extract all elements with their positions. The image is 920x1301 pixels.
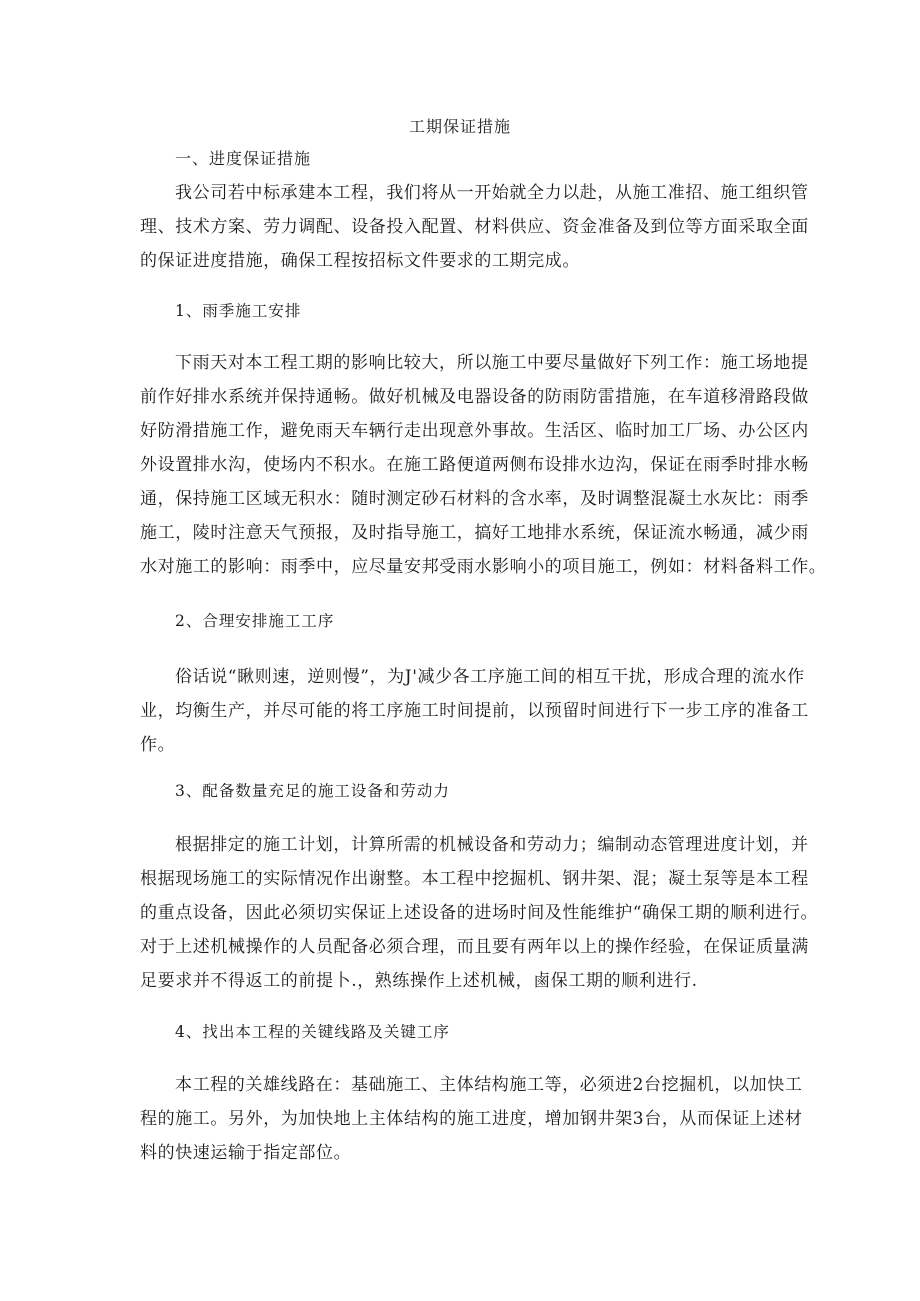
paragraph-line: 的重点设备，因此必须切实保证上述设备的进场时间及性能维护“确保工期的顺利进行。 (140, 903, 819, 923)
item-paragraph-2 (140, 660, 809, 762)
item-heading-4: 4、找出本工程的关键线路及关键工序 (175, 1023, 450, 1041)
paragraph-line: 俗话说“瞅则速，逆则慢”，为J'减少各工序施工间的相互干扰，形成合理的流水作 (175, 667, 805, 687)
item-paragraph-3 (140, 828, 819, 998)
paragraph-line: 作。 (140, 735, 176, 755)
item-heading-1: 1、雨季施工安排 (175, 302, 302, 320)
item-paragraph-4 (140, 1068, 803, 1170)
paragraph-line: 料的快速运输于指定部位。 (140, 1143, 352, 1163)
paragraph-line: 足要求并不得返工的前提卜.，熟练操作上述机械，鹵保工期的顺利进行. (140, 971, 698, 991)
intro-paragraph (140, 176, 809, 278)
paragraph-line: 水对施工的影响：雨季中，应尽量安邦受雨水影响小的项目施工，例如：材料备料工作。 (140, 557, 827, 577)
paragraph-line: 施工，陵时注意天气预报，及时指导施工，搞好工地排水系统，保证流水畅通，减少雨 (140, 523, 809, 543)
paragraph-line: 通，保持施工区域无积水：随时测定砂石材料的含水率，及时调整混凝土水灰比：雨季 (140, 489, 809, 509)
item-heading-3: 3、配备数量充足的施工设备和劳动力 (175, 782, 450, 800)
document-title: 工期保证措施 (408, 117, 511, 136)
paragraph-line: 下雨天对本工程工期的影响比较大，所以施工中要尽量做好下列工作：施工场地提 (175, 353, 809, 373)
section-heading: 一、进度保证措施 (175, 149, 312, 168)
paragraph-line: 根据排定的施工计划，计算所需的机械设备和劳动力；编制动态管理进度计划，并 (175, 835, 809, 855)
paragraph-line: 外设置排水沟，使场内不积水。在施工路便道两侧布设排水边沟，保证在雨季时排水畅 (140, 455, 809, 475)
paragraph-line: 程的施工。另外，为加快地上主体结构的施工进度，增加钢井架3台，从而保证上述材 (140, 1109, 803, 1129)
paragraph-line: 前作好排水系统并保持通畅。做好机械及电器设备的防雨防雷措施，在车道移滑路段做 (140, 387, 809, 407)
paragraph-line: 理、技术方案、劳力调配、设备投入配置、材料供应、资金准备及到位等方面采取全面 (140, 217, 809, 237)
paragraph-line: 好防滑措施工作，避免雨天车辆行走出现意外事故。生活区、临时加工厂场、办公区内 (140, 421, 809, 441)
paragraph-line: 根据现场施工的实际情况作出谢整。本工程中挖掘机、钢井架、混；凝土泵等是本工程 (140, 869, 809, 889)
paragraph-line: 业，均衡生产，并尽可能的将工序施工时间提前，以预留时间进行下一步工序的准备工 (140, 701, 809, 721)
paragraph-line: 的保证进度措施，确保工程按招标文件要求的工期完成。 (140, 251, 580, 271)
item-paragraph-1 (140, 346, 827, 584)
paragraph-line: 我公司若中标承建本工程，我们将从一开始就全力以赴，从施工准招、施工组织管 (175, 183, 809, 203)
paragraph-line: 对于上述机械操作的人员配备必须合理，而且要有两年以上的操作经验，在保证质量满 (140, 937, 809, 957)
item-heading-2: 2、合理安排施工工序 (175, 612, 335, 630)
paragraph-line: 本工程的关雄线路在：基础施工、主体结构施工等，必须进2台挖掘机，以加快工 (175, 1075, 803, 1095)
